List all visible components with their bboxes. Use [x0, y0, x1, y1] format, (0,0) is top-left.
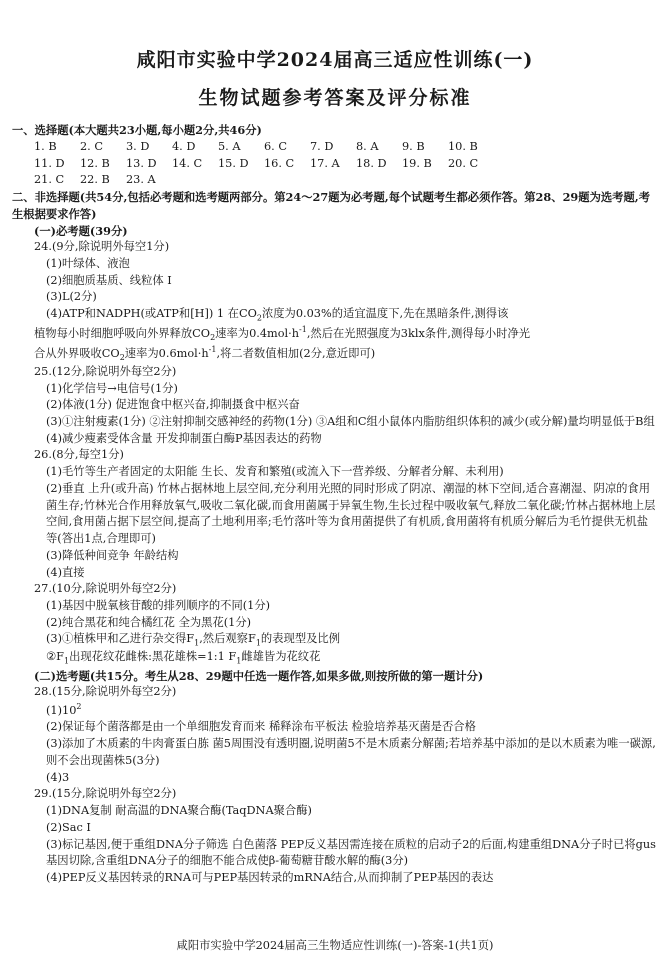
mc-answer: 18. D — [356, 156, 387, 170]
q24-a4 — [12, 306, 658, 324]
q24-a4-cont1 — [12, 324, 658, 344]
sub: 1 — [255, 638, 261, 648]
q24-a4-cont2 — [12, 344, 658, 364]
q27-a3-part1: (3)①植株甲和乙进行杂交得F — [46, 632, 195, 646]
sub: 1 — [63, 656, 70, 666]
q25-a1: (1)化学信号→电信号(1分) — [46, 381, 178, 395]
q27-a3-part2: ,然后观察F — [199, 632, 256, 646]
mc-answer: 13. D — [126, 156, 157, 170]
q27-a4-part1: ②F — [46, 650, 64, 664]
q24-a3: (3)L(2分) — [46, 290, 97, 304]
q24-a4-part2: 浓度为0.03%的适宜温度下,先在黑暗条件,测得该 — [261, 307, 509, 321]
mc-answer: 14. C — [172, 156, 203, 170]
mc-row — [12, 139, 658, 156]
q24-a2: (2)细胞质基质、线粒体 Ⅰ — [46, 273, 172, 287]
mc-answer: 16. C — [264, 156, 295, 170]
sub: 2 — [256, 313, 262, 323]
q24-a4-part6: 合从外界吸收CO — [34, 346, 120, 360]
q25-a2: (2)体液(1分) 促进饱食中枢兴奋,抑制摄食中枢兴奋 — [46, 398, 300, 412]
q25-a3: (3)①注射瘦素(1分) ②注射抑制交感神经的药物(1分) ③A组和C组小鼠体内脂肪组织体积的减少(或分解)量均明显低于B组 — [46, 415, 655, 429]
q26-a4: (4)直接 — [46, 565, 85, 579]
sub: 1 — [194, 638, 200, 648]
mc-answer: 23. A — [126, 173, 156, 187]
q28-a1 — [12, 701, 658, 719]
mc-answer: 10. B — [448, 139, 478, 153]
q27-a1: (1)基因中脱氧核苷酸的排列顺序的不同(1分) — [46, 598, 271, 612]
q26-a3: (3)降低种间竞争 年龄结构 — [46, 548, 179, 562]
section2-heading: 二、非选择题(共54分,包括必考题和选考题两部分。第24～27题为必考题,每个试题考生都必须作答。第28、29题为选考题,考生根据要求作答) — [12, 190, 651, 221]
q28-a1-text: (1)10 — [46, 703, 77, 717]
page-title: 咸阳市实验中学2024届高三适应性训练(一) — [136, 49, 534, 71]
q29-a2: (2)Sac Ⅰ — [46, 820, 91, 834]
sub: 1 — [236, 656, 242, 666]
mc-answer: 5. A — [218, 139, 241, 153]
q27-title: 27.(10分,除说明外每空2分) — [34, 582, 177, 596]
q24-title: 24.(9分,除说明外每空1分) — [34, 240, 170, 254]
mc-row — [12, 156, 658, 173]
mc-answer: 20. C — [448, 156, 479, 170]
mc-answer: 17. A — [310, 156, 340, 170]
q24-a4-part1: (4)ATP和NADPH(或ATP和[H]) 1 在CO — [46, 307, 257, 321]
q27-a3 — [12, 631, 658, 649]
q26-title: 26.(8分,每空1分) — [34, 448, 124, 462]
q24-a4-part7: 速率为0.6mol·h — [124, 346, 209, 360]
mc-row — [12, 172, 658, 189]
q24-a4-part3: 植物每小时细胞呼吸向外界释放CO — [34, 326, 211, 340]
sup: -1 — [299, 325, 307, 335]
q25-title: 25.(12分,除说明外每空2分) — [34, 364, 177, 378]
mc-answer: 1. B — [34, 139, 57, 153]
q26-a1: (1)毛竹等生产者固定的太阳能 生长、发育和繁殖(或流入下一营养级、分解者分解、未利用) — [46, 465, 504, 479]
mc-answer: 21. C — [34, 173, 65, 187]
sup: 2 — [76, 701, 82, 711]
q26-a2: (2)垂直 上升(或升高) 竹林占据林地上层空间,充分利用光照的同时形成了阴凉、潮湿的林下空间,适合喜潮湿、阴凉的食用菌生存;竹林光合作用释放氧气,吸收二氧化碳,而食用菌属于异氧生物,生长过程中吸收氧气,释放二氧化碳;竹林占据林地上层空间,食用菌占据下层空间,提高了土地利用率;毛竹落叶等为食用菌提供了有机质,食用菌将有机质分解后为毛竹提供无机盐等(答出1点,合理即可) — [46, 481, 656, 546]
q29-title: 29.(15分,除说明外每空2分) — [34, 787, 177, 801]
q24-a1: (1)叶绿体、液泡 — [46, 256, 130, 270]
q28-a2: (2)保证每个菌落都是由一个单细胞发育而来 稀释涂布平板法 检验培养基灭菌是否合格 — [46, 720, 476, 734]
mc-answer: 3. D — [126, 139, 150, 153]
question-29 — [12, 786, 658, 886]
q24-a4-part8: ,将二者数值相加(2分,意近即可) — [216, 346, 376, 360]
mc-answer: 15. D — [218, 156, 249, 170]
q24-a4-part4: 速率为0.4mol·h — [215, 326, 300, 340]
q29-a4: (4)PEP反义基因转录的RNA可与PEP基因转录的mRNA结合,从而抑制了PEP基因的表达 — [46, 870, 494, 884]
page-footer: 咸阳市实验中学2024届高三生物适应性训练(一)-答案-1(共1页) — [176, 939, 494, 952]
q27-a4-part2: 出现花纹花雌株:黑花雄株=1:1 F — [69, 650, 237, 664]
mc-answer: 8. A — [356, 139, 379, 153]
question-28 — [12, 684, 658, 786]
sub: 2 — [210, 333, 216, 343]
page-subtitle: 生物试题参考答案及评分标准 — [198, 87, 472, 110]
mc-answer: 6. C — [264, 139, 288, 153]
question-24 — [12, 239, 658, 364]
mc-answer: 19. B — [402, 156, 432, 170]
q28-a3: (3)添加了木质素的牛肉膏蛋白胨 菌5周围没有透明圈,说明菌5不是木质素分解菌;若培养基中添加的是以木质素为唯一碳源,则不会出现菌株5(3分) — [46, 737, 656, 767]
mc-answer: 12. B — [80, 156, 110, 170]
question-25 — [12, 364, 658, 448]
question-26 — [12, 447, 658, 581]
section1-heading: 一、选择题(本大题共23小题,每小题2分,共46分) — [12, 123, 262, 138]
q29-a1: (1)DNA复制 耐高温的DNA聚合酶(TaqDNA聚合酶) — [46, 804, 312, 818]
required-title: (一)必考题(39分) — [34, 223, 128, 238]
sup: -1 — [208, 345, 217, 355]
elective-title: (二)选考题(共15分。考生从28、29题中任选一题作答,如果多做,则按所做的第一题计分) — [34, 668, 484, 683]
mc-answer: 2. C — [80, 139, 104, 153]
mc-answer: 9. B — [402, 139, 425, 153]
q27-a2: (2)纯合黑花和纯合橘红花 全为黑花(1分) — [46, 615, 252, 629]
q28-title: 28.(15分,除说明外每空2分) — [34, 685, 177, 699]
q27-a4-part3: 雌雄皆为花纹花 — [241, 650, 321, 664]
q29-a3: (3)标记基因,便于重组DNA分子筛选 白色菌落 PEP反义基因需连接在质粒的启动子2的后面,构建重组DNA分子时已将gus基因切除,含重组DNA分子的细胞不能合成使β-葡萄糖苷酸水解的酶(3分) — [46, 837, 656, 868]
q24-a4-part5: ,然后在光照强度为3klx条件,测得每小时净光 — [306, 326, 531, 340]
mc-answers — [12, 139, 658, 189]
q28-a4: (4)3 — [46, 770, 70, 784]
q27-a4 — [12, 649, 658, 667]
mc-answer: 7. D — [310, 139, 334, 153]
mc-answer: 4. D — [172, 139, 196, 153]
q27-a3-part3: 的表现型及比例 — [260, 632, 341, 646]
mc-answer: 11. D — [34, 156, 65, 170]
question-27 — [12, 581, 658, 667]
mc-answer: 22. B — [80, 173, 110, 187]
sub: 2 — [119, 353, 125, 363]
q25-a4: (4)减少瘦素受体含量 开发抑制蛋白酶P基因表达的药物 — [46, 431, 322, 445]
